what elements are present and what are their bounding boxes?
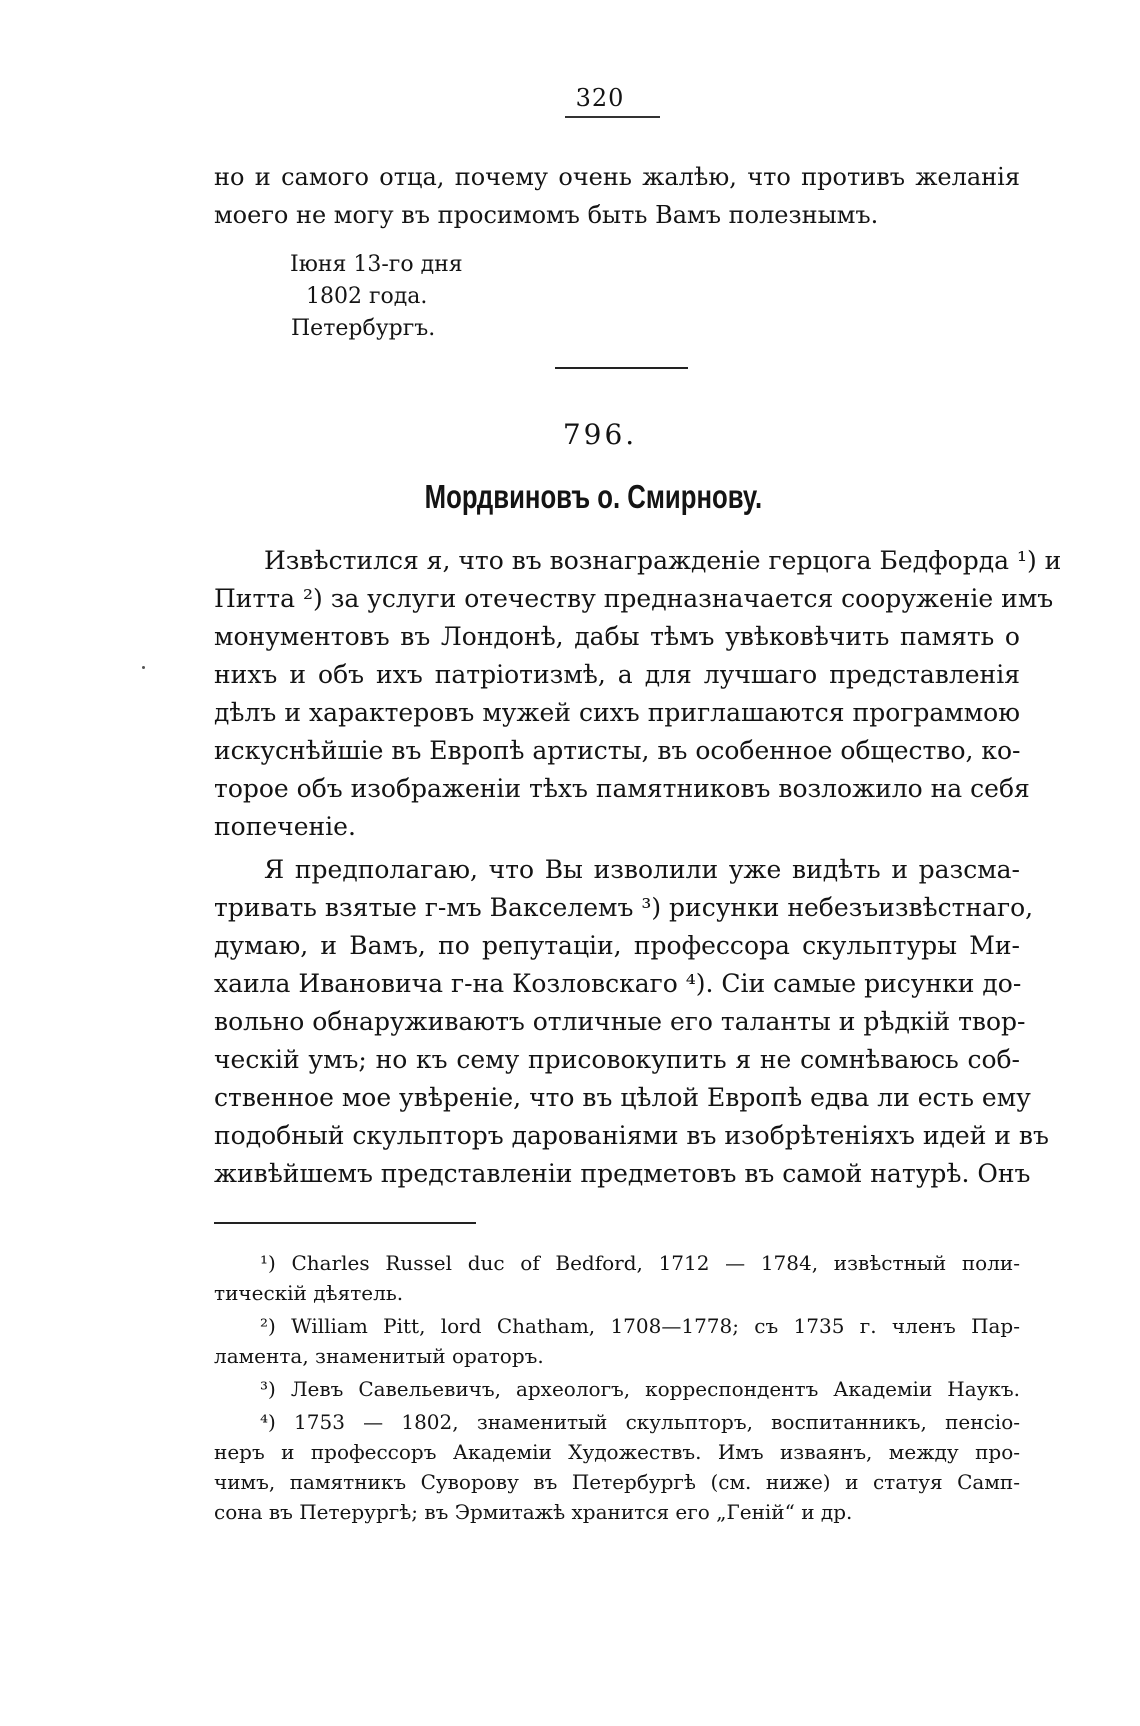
footnote-line: тическій дѣятель. <box>214 1281 404 1305</box>
footnote-line: ламента, знаменитый ораторъ. <box>214 1344 544 1368</box>
paragraph-line: торое объ изображеніи тѣхъ памятниковъ возложило на себя <box>214 774 1030 803</box>
paragraph-line: искуснѣйшіе въ Европѣ артисты, въ особенное общество, ко- <box>214 736 1021 765</box>
footnote-line: ³) Левъ Савельевичъ, археологъ, корреспондентъ Академіи Наукъ. <box>260 1377 1020 1401</box>
letter-title: Мордвиновъ о. Смирнову. <box>424 478 763 515</box>
continuation-line: моего не могу въ просимомъ быть Вамъ полезнымъ. <box>214 201 879 229</box>
footnote-line: ²) William Pitt, lord Chatham, 1708—1778; съ 1735 г. членъ Пар- <box>260 1314 1020 1338</box>
paragraph-line: вольно обнаруживаютъ отличные его таланты и рѣдкій твор- <box>214 1007 1026 1036</box>
section-divider <box>555 367 688 369</box>
footnote-rule <box>214 1222 476 1224</box>
margin-speck <box>142 666 145 669</box>
paragraph-line: нихъ и объ ихъ патріотизмѣ, а для лучшаго представленія <box>214 660 1020 689</box>
footnote-line: ¹) Charles Russel duc of Bedford, 1712 — 1784, извѣстный поли- <box>260 1251 1020 1275</box>
paragraph-line: подобный скульпторъ дарованіями въ изобрѣтеніяхъ идей и въ <box>214 1121 1049 1150</box>
paragraph-line: Питта ²) за услуги отечеству предназначается сооруженіе имъ <box>214 584 1054 613</box>
paragraph-line: Я предполагаю, что Вы изволили уже видѣть и разсма- <box>264 855 1020 884</box>
paragraph-line: тривать взятые г-мъ Вакселемъ ³) рисунки небезъизвѣстнаго, <box>214 893 1034 922</box>
page-number-underline <box>565 116 660 118</box>
letter-number: 796. <box>562 418 638 451</box>
footnote-line: ⁴) 1753 — 1802, знаменитый скульпторъ, воспитанникъ, пенсіо- <box>260 1410 1020 1434</box>
footnote-line: чимъ, памятникъ Суворову въ Петербургѣ (см. ниже) и статуя Самп- <box>214 1470 1020 1494</box>
paragraph-line: живѣйшемъ представленіи предметовъ въ самой натурѣ. Онъ <box>214 1159 1031 1188</box>
dateline-year: 1802 года. <box>306 284 428 309</box>
footnote-line: неръ и профессоръ Академіи Художествъ. Имъ изваянъ, между про- <box>214 1440 1020 1464</box>
paragraph-line: ческій умъ; но къ сему присовокупить я не сомнѣваюсь соб- <box>214 1045 1020 1074</box>
paragraph-line: монументовъ въ Лондонѣ, дабы тѣмъ увѣковѣчить память о <box>214 622 1020 651</box>
paragraph-line: дѣлъ и характеровъ мужей сихъ приглашаются программою <box>214 698 1020 727</box>
paragraph-line: думаю, и Вамъ, по репутаціи, профессора скульптуры Ми- <box>214 931 1020 960</box>
dateline-place: Петербургъ. <box>291 316 436 341</box>
paragraph-line: попеченіе. <box>214 812 356 841</box>
paragraph-line: Извѣстился я, что въ вознагражденіе герцога Бедфорда ¹) и <box>264 546 1062 575</box>
footnote-line: сона въ Петерургѣ; въ Эрмитажѣ хранится его „Геній“ и др. <box>214 1500 853 1524</box>
paragraph-line: хаила Ивановича г-на Козловскаго ⁴). Сіи самые рисунки до- <box>214 969 1022 998</box>
page-number: 320 <box>575 84 625 112</box>
dateline-date: Іюня 13-го дня <box>290 252 463 277</box>
paragraph-line: ственное мое увѣреніе, что въ цѣлой Европѣ едва ли есть ему <box>214 1083 1031 1112</box>
continuation-line: но и самого отца, почему очень жалѣю, что противъ желанія <box>214 163 1020 191</box>
